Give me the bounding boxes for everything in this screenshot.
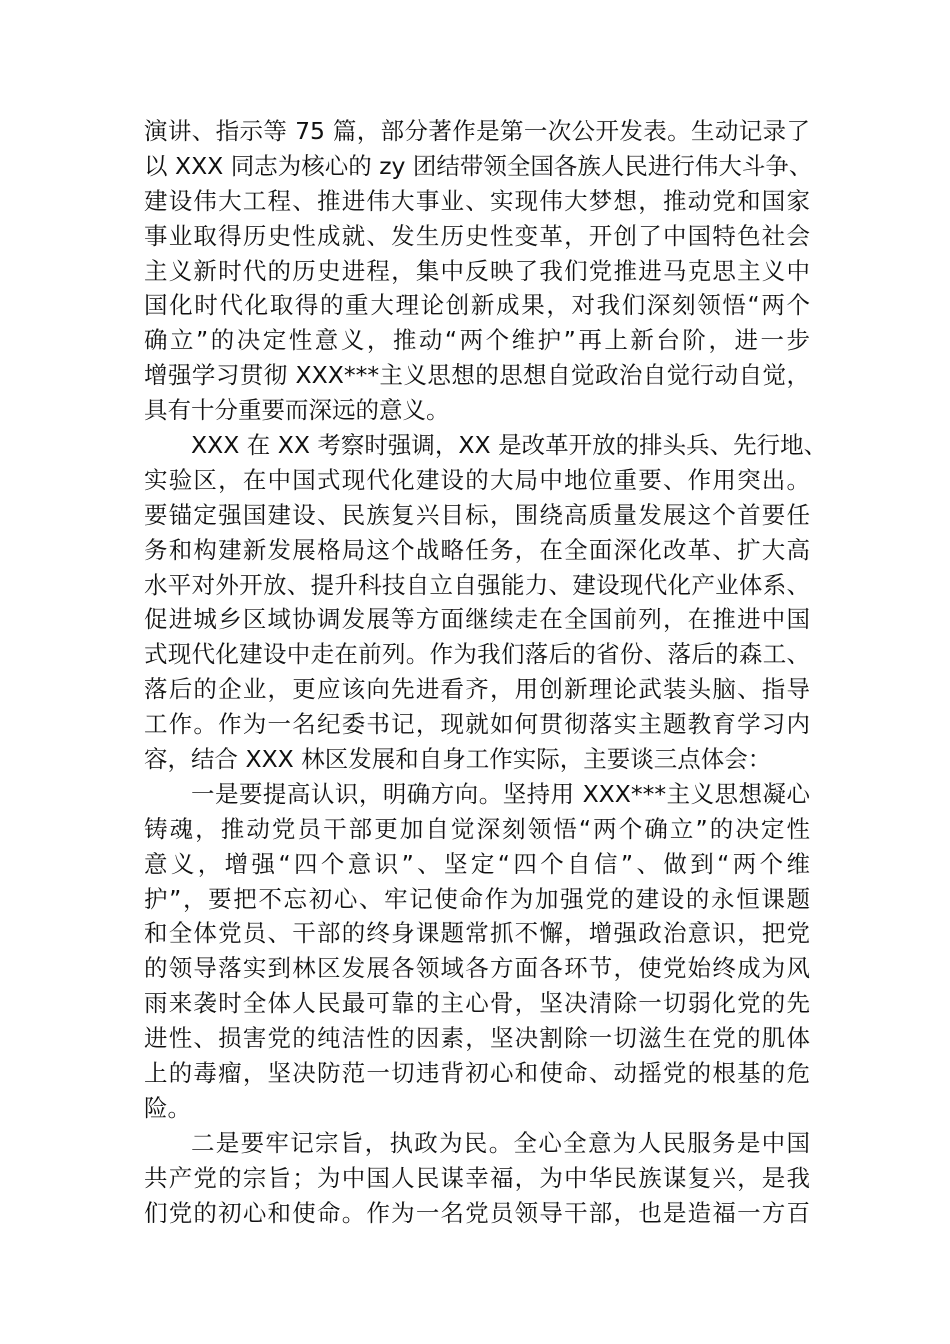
text-line: 建设伟大工程、推进伟大事业、实现伟大梦想，推动党和国家 <box>144 186 810 215</box>
text-line: 和全体党员、干部的终身课题常抓不懈，增强政治意识，把党 <box>144 919 810 948</box>
text-line: 上的毒瘤，坚决防范一切违背初心和使命、动摇党的根基的危 <box>144 1059 810 1088</box>
text-line: 进性、损害党的纯洁性的因素，坚决割除一切滋生在党的肌体 <box>144 1024 810 1053</box>
text-line: 实验区，在中国式现代化建设的大局中地位重要、作用突出。 <box>144 465 810 494</box>
text-line: 意义，增强“四个意识”、坚定“四个自信”、做到“两个维 <box>144 849 810 878</box>
text-line: 共产党的宗旨；为中国人民谋幸福，为中华民族谋复兴，是我 <box>144 1163 810 1192</box>
text-line: 险。 <box>144 1093 191 1122</box>
text-line: 雨来袭时全体人民最可靠的主心骨，坚决清除一切弱化党的先 <box>144 989 810 1018</box>
text-line: 们党的初心和使命。作为一名党员领导干部，也是造福一方百 <box>144 1198 810 1227</box>
text-line: 确立”的决定性意义，推动“两个维护”再上新台阶，进一步 <box>144 326 810 355</box>
text-line: 护”，要把不忘初心、牢记使命作为加强党的建设的永恒课题 <box>144 884 810 913</box>
text-line: 促进城乡区域协调发展等方面继续走在全国前列，在推进中国 <box>144 605 810 634</box>
text-line: 要锚定强国建设、民族复兴目标，围绕高质量发展这个首要任 <box>144 500 810 529</box>
text-line: 国化时代化取得的重大理论创新成果，对我们深刻领悟“两个 <box>144 291 810 320</box>
text-line: 增强学习贯彻 XXX***主义思想的思想自觉政治自觉行动自觉， <box>144 361 810 390</box>
text-line: XXX 在 XX 考察时强调，XX 是改革开放的排头兵、先行地、 <box>191 431 828 460</box>
text-line: 以 XXX 同志为核心的 zy 团结带领全国各族人民进行伟大斗争、 <box>144 151 813 180</box>
text-line: 务和构建新发展格局这个战略任务，在全面深化改革、扩大高 <box>144 535 810 564</box>
text-line: 具有十分重要而深远的意义。 <box>144 396 450 425</box>
text-line: 容，结合 XXX 林区发展和自身工作实际，主要谈三点体会： <box>144 745 772 774</box>
text-line: 水平对外开放、提升科技自立自强能力、建设现代化产业体系、 <box>144 570 810 599</box>
text-line: 工作。作为一名纪委书记，现就如何贯彻落实主题教育学习内 <box>144 710 810 739</box>
text-line: 事业取得历史性成就、发生历史性变革，开创了中国特色社会 <box>144 221 810 250</box>
text-line: 演讲、指示等 75 篇，部分著作是第一次公开发表。生动记录了 <box>144 117 810 145</box>
text-line: 铸魂，推动党员干部更加自觉深刻领悟“两个确立”的决定性 <box>144 814 810 843</box>
text-line: 二是要牢记宗旨，执政为民。全心全意为人民服务是中国 <box>191 1128 810 1157</box>
text-line: 一是要提高认识，明确方向。坚持用 XXX***主义思想凝心 <box>191 779 810 808</box>
body-text <box>144 114 828 1231</box>
text-line: 式现代化建设中走在前列。作为我们落后的省份、落后的森工、 <box>144 640 810 669</box>
text-line: 的领导落实到林区发展各领域各方面各环节，使党始终成为风 <box>144 954 810 983</box>
text-line: 主义新时代的历史进程，集中反映了我们党推进马克思主义中 <box>144 256 810 285</box>
text-line: 落后的企业，更应该向先进看齐，用创新理论武装头脑、指导 <box>144 675 810 704</box>
